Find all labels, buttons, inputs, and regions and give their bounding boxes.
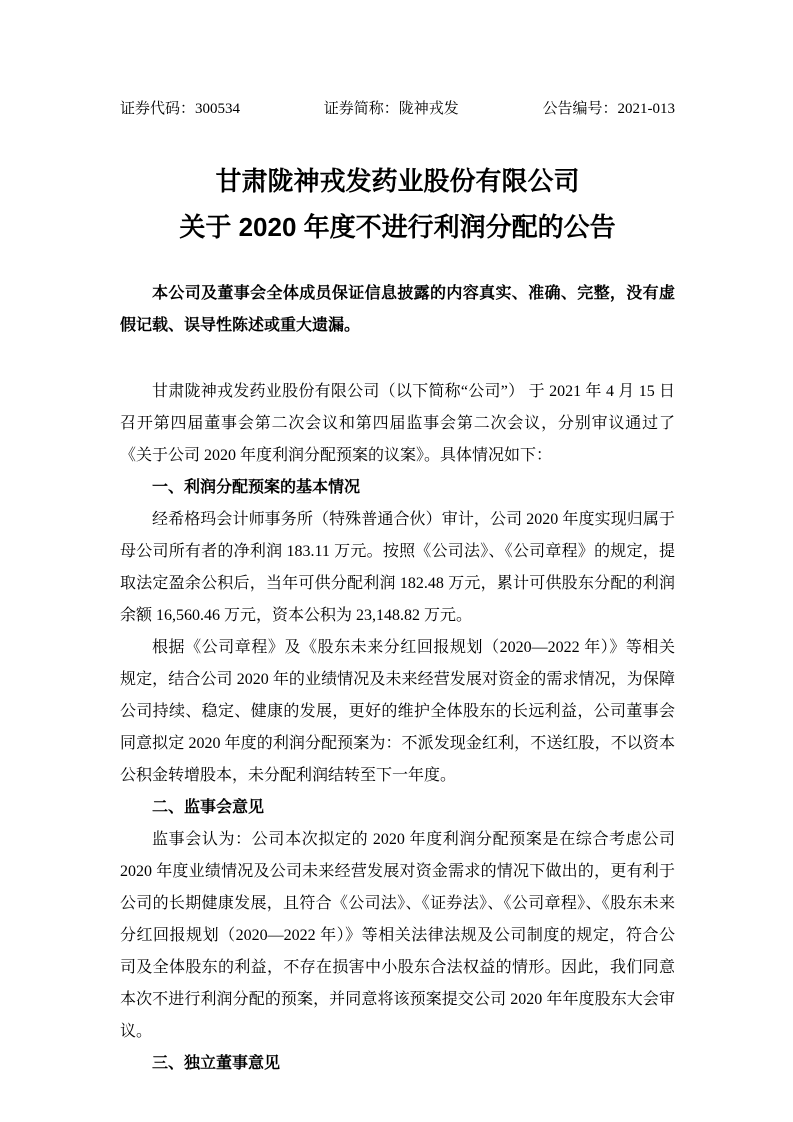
section-1-heading: 一、利润分配预案的基本情况 — [152, 479, 361, 496]
section-2-heading: 二、监事会意见 — [152, 799, 265, 816]
section-1-paragraph-1: 经希格玛会计师事务所（特殊普通合伙）审计，公司 2020 年度实现归属于母公司所有者的净利润 183.11 万元。按照《公司法》、《公司章程》的规定，提取法定盈余公积后，当年可供分配利润 182.48 万元，累计可供股东分配的利润余额 16,560.46 万元，资本公积为 23,148.82 万元。 — [120, 511, 675, 624]
section-1-paragraph-2: 根据《公司章程》及《股东未来分红回报规划（2020—2022 年）》等相关规定，结合公司 2020 年的业绩情况及未来经营发展对资金的需求情况，为保障公司持续、稳定、健康的发展，更好的维护全体股东的长远利益，公司董事会同意拟定 2020 年度的利润分配预案为：不派发现金红利，不送红股，不以资本公积金转增股本，未分配利润结转至下一年度。 — [120, 639, 675, 784]
announcement-number: 公告编号：2021-013 — [542, 101, 675, 117]
document-title — [120, 158, 675, 250]
section-2-paragraph-1: 监事会认为：公司本次拟定的 2020 年度利润分配预案是在综合考虑公司 2020 年度业绩情况及公司未来经营发展对资金需求的情况下做出的，更有利于公司的长期健康发展，且符合《公司法》、《证券法》、《公司章程》、《股东未来分红回报规划（2020—2022 年）》等相关法律法规及公司制度的规定，符合公司及全体股东的利益，不存在损害中小股东合法权益的情形。因此，我们同意本次不进行利润分配的预案，并同意将该预案提交公司 2020 年年度股东大会审议。 — [120, 831, 675, 1040]
stock-code: 证券代码：300534 — [120, 101, 241, 117]
stock-short-name: 证券简称：陇神戎发 — [323, 101, 459, 117]
company-name-title: 甘肃陇神戎发药业股份有限公司 — [215, 166, 580, 196]
document-header — [120, 98, 675, 120]
announcement-subject-title: 关于 2020 年度不进行利润分配的公告 — [179, 212, 616, 242]
disclaimer-statement: 本公司及董事会全体成员保证信息披露的内容真实、准确、完整，没有虚假记载、误导性陈述或重大遗漏。 — [120, 285, 675, 334]
intro-paragraph: 甘肃陇神戎发药业股份有限公司（以下简称“公司”） 于 2021 年 4 月 15 日召开第四届董事会第二次会议和第四届监事会第二次会议，分别审议通过了《关于公司 2020 年度利润分配预案的议案》。具体情况如下： — [120, 383, 675, 464]
section-3-heading: 三、独立董事意见 — [152, 1055, 281, 1072]
